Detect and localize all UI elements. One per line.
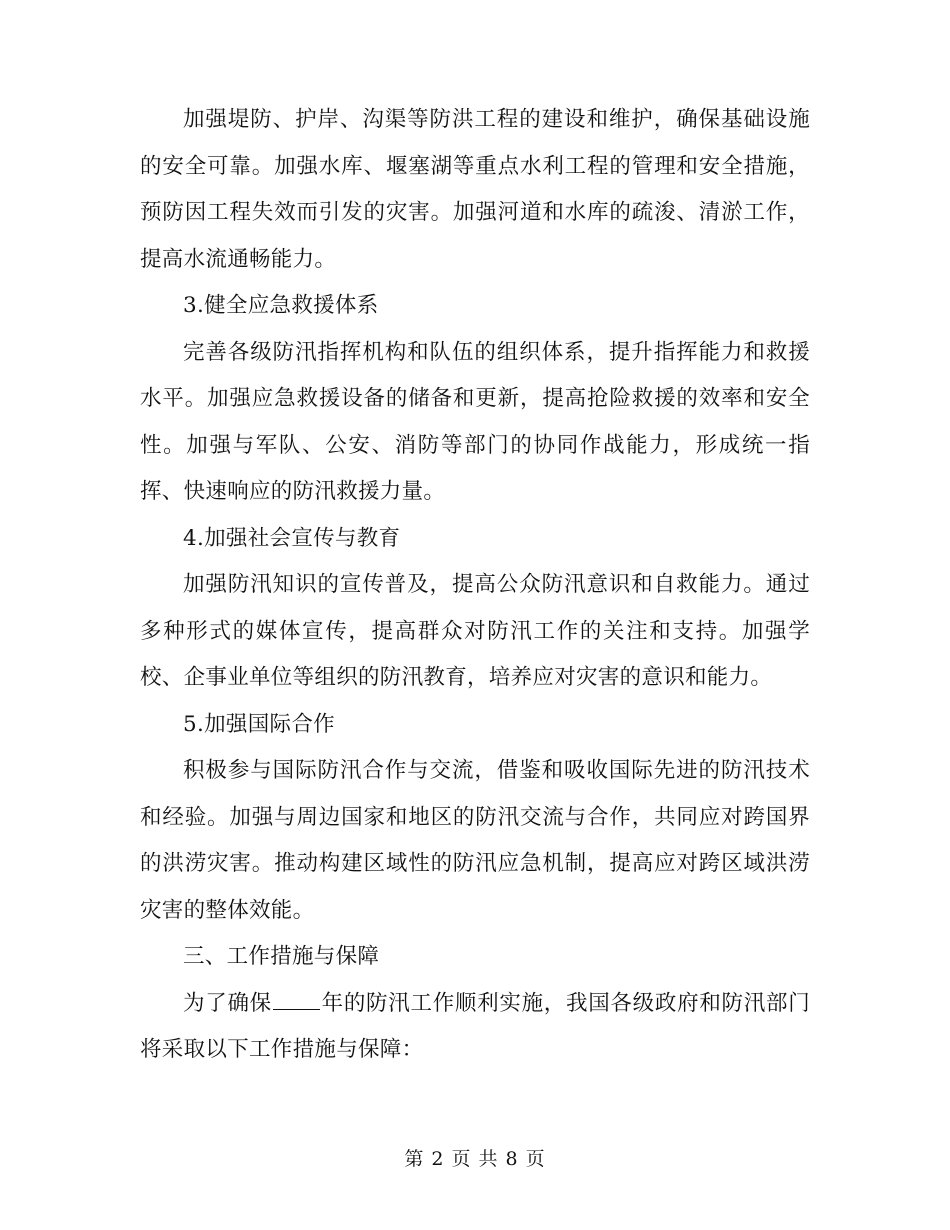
paragraph-international-cooperation: 积极参与国际防汛合作与交流，借鉴和吸收国际先进的防汛技术和经验。加强与周边国家和地区的防汛交流与合作，共同应对跨国界的洪涝灾害。推动构建区域性的防汛应急机制，提高应对跨区域洪涝灾害的整体效能。 — [140, 758, 810, 923]
paragraph-publicity-education: 加强防汛知识的宣传普及，提高公众防汛意识和自救能力。通过多种形式的媒体宣传，提高群众对防汛工作的关注和支持。加强学校、企事业单位等组织的防汛教育，培养应对灾害的意识和能力。 — [140, 572, 810, 690]
measures-intro-before-blank: 为了确保 — [183, 990, 272, 1016]
measures-intro-after-blank: 年的防汛工作顺利实施，我国各级政府和防汛部门将采取以下工作措施与保障： — [140, 990, 811, 1062]
paragraph-flood-engineering: 加强堤防、护岸、沟渠等防洪工程的建设和维护，确保基础设施的安全可靠。加强水库、堰塞湖等重点水利工程的管理和安全措施，预防因工程失效而引发的灾害。加强河道和水库的疏浚、清淤工作，提高水流通畅能力。 — [140, 107, 810, 272]
page-footer: 第 2 页 共 8 页 — [404, 1148, 546, 1170]
heading-publicity-education: 4.加强社会宣传与教育 — [183, 525, 401, 551]
paragraph-emergency-rescue: 完善各级防汛指挥机构和队伍的组织体系，提升指挥能力和救援水平。加强应急救援设备的储备和更新，提高抢险救援的效率和安全性。加强与军队、公安、消防等部门的协同作战能力，形成统一指挥、快速响应的防汛救援力量。 — [140, 339, 810, 504]
heading-measures-guarantees: 三、工作措施与保障 — [183, 944, 380, 969]
heading-international-cooperation: 5.加强国际合作 — [183, 711, 335, 737]
year-blank — [273, 989, 320, 1009]
heading-emergency-rescue: 3.健全应急救援体系 — [183, 293, 379, 318]
document-body — [140, 97, 810, 1074]
paragraph-measures-intro — [140, 981, 810, 1074]
